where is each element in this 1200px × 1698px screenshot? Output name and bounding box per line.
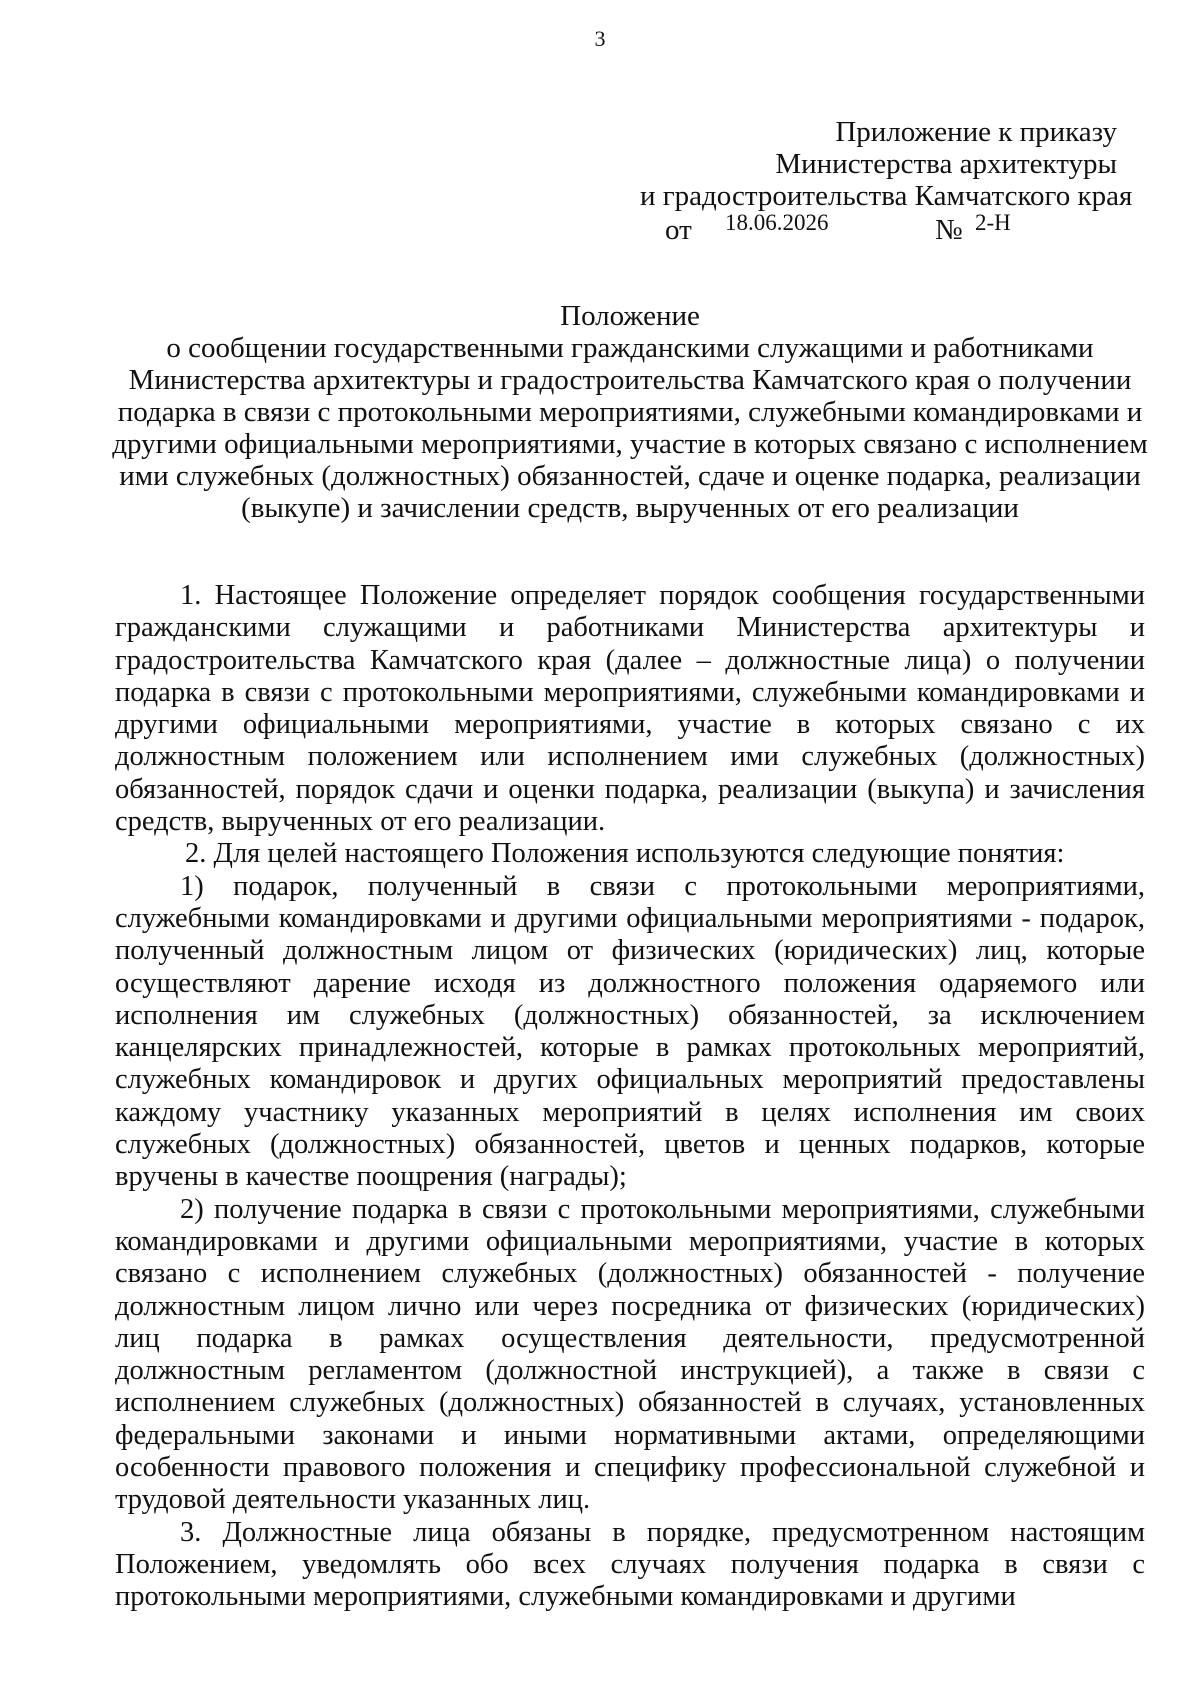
- document-body: [115, 580, 1145, 1614]
- appendix-line-1: Приложение к приказу: [835, 116, 1117, 148]
- document-subtitle: о сообщении государственными гражданскими служащими и работниками Министерства архитектуры и градостроительства Камчатского края о получении подарка в связи с протокольными мероприятиями, служебными командировками и другими официальными мероприятиями, участие в которых связано с исполнением ими служебных (должностных) обязанностей, сдаче и оценке подарка, реализации (выкупе) и зачислении средств, вырученных от его реализации: [112, 332, 1148, 524]
- order-number: 2-Н: [975, 210, 1011, 235]
- appendix-line-2: Министерства архитектуры: [775, 148, 1117, 180]
- paragraph-2: 2. Для целей настоящего Положения используются следующие понятия:: [185, 838, 1065, 870]
- order-details: [665, 210, 1045, 248]
- paragraph-2-item-2: 2) получение подарка в связи с протокольными мероприятиями, служебными командировками и другими официальными мероприятиями, участие в которых связано с исполнением служебных (должностных) обязанностей - получение должностным лицом лично или через посредника от физических (юридических) лиц подарка в рамках осуществления деятельности, предусмотренной должностным регламентом (должностной инструкцией), а также в связи с исполнением служебных (должностных) обязанностей в случаях, установленных федеральными законами и иными нормативными актами, определяющими особенности правового положения и специфику профессиональной служебной и трудовой деятельности указанных лиц.: [115, 1193, 1145, 1516]
- page-number: 3: [594, 26, 606, 51]
- document-heading: Положение: [560, 300, 700, 332]
- appendix-line-3: и градостроительства Камчатского края: [640, 180, 1133, 212]
- order-number-sign: №: [935, 214, 963, 246]
- paragraph-3: 3. Должностные лица обязаны в порядке, предусмотренном настоящим Положением, уведомлять обо всех случаях получения подарка в связи с протокольными мероприятиями, служебными командировками и другими: [115, 1516, 1145, 1613]
- order-from-label: от: [665, 214, 692, 246]
- paragraph-1: 1. Настоящее Положение определяет порядок сообщения государственными гражданскими служащими и работниками Министерства архитектуры и градостроительства Камчатского края (далее – должностные лица) о получении подарка в связи с протокольными мероприятиями, служебными командировками и другими официальными мероприятиями, участие в которых связано с их должностным положением или исполнением ими служебных (должностных) обязанностей, порядок сдачи и оценки подарка, реализации (выкупа) и зачисления средств, вырученных от его реализации.: [115, 580, 1145, 838]
- paragraph-2-item-1: 1) подарок, полученный в связи с протокольными мероприятиями, служебными командировками и другими официальными мероприятиями - подарок, полученный должностным лицом от физических (юридических) лиц, которые осуществляют дарение исходя из должностного положения одаряемого или исполнения им служебных (должностных) обязанностей, за исключением канцелярских принадлежностей, которые в рамках протокольных мероприятий, служебных командировок и других официальных мероприятий предоставлены каждому участнику указанных мероприятий в целях исполнения им своих служебных (должностных) обязанностей, цветов и ценных подарков, которые вручены в качестве поощрения (награды);: [115, 870, 1145, 1193]
- document-title: [100, 300, 1160, 524]
- appendix-header: [640, 116, 1133, 212]
- order-date: 18.06.2026: [725, 210, 829, 235]
